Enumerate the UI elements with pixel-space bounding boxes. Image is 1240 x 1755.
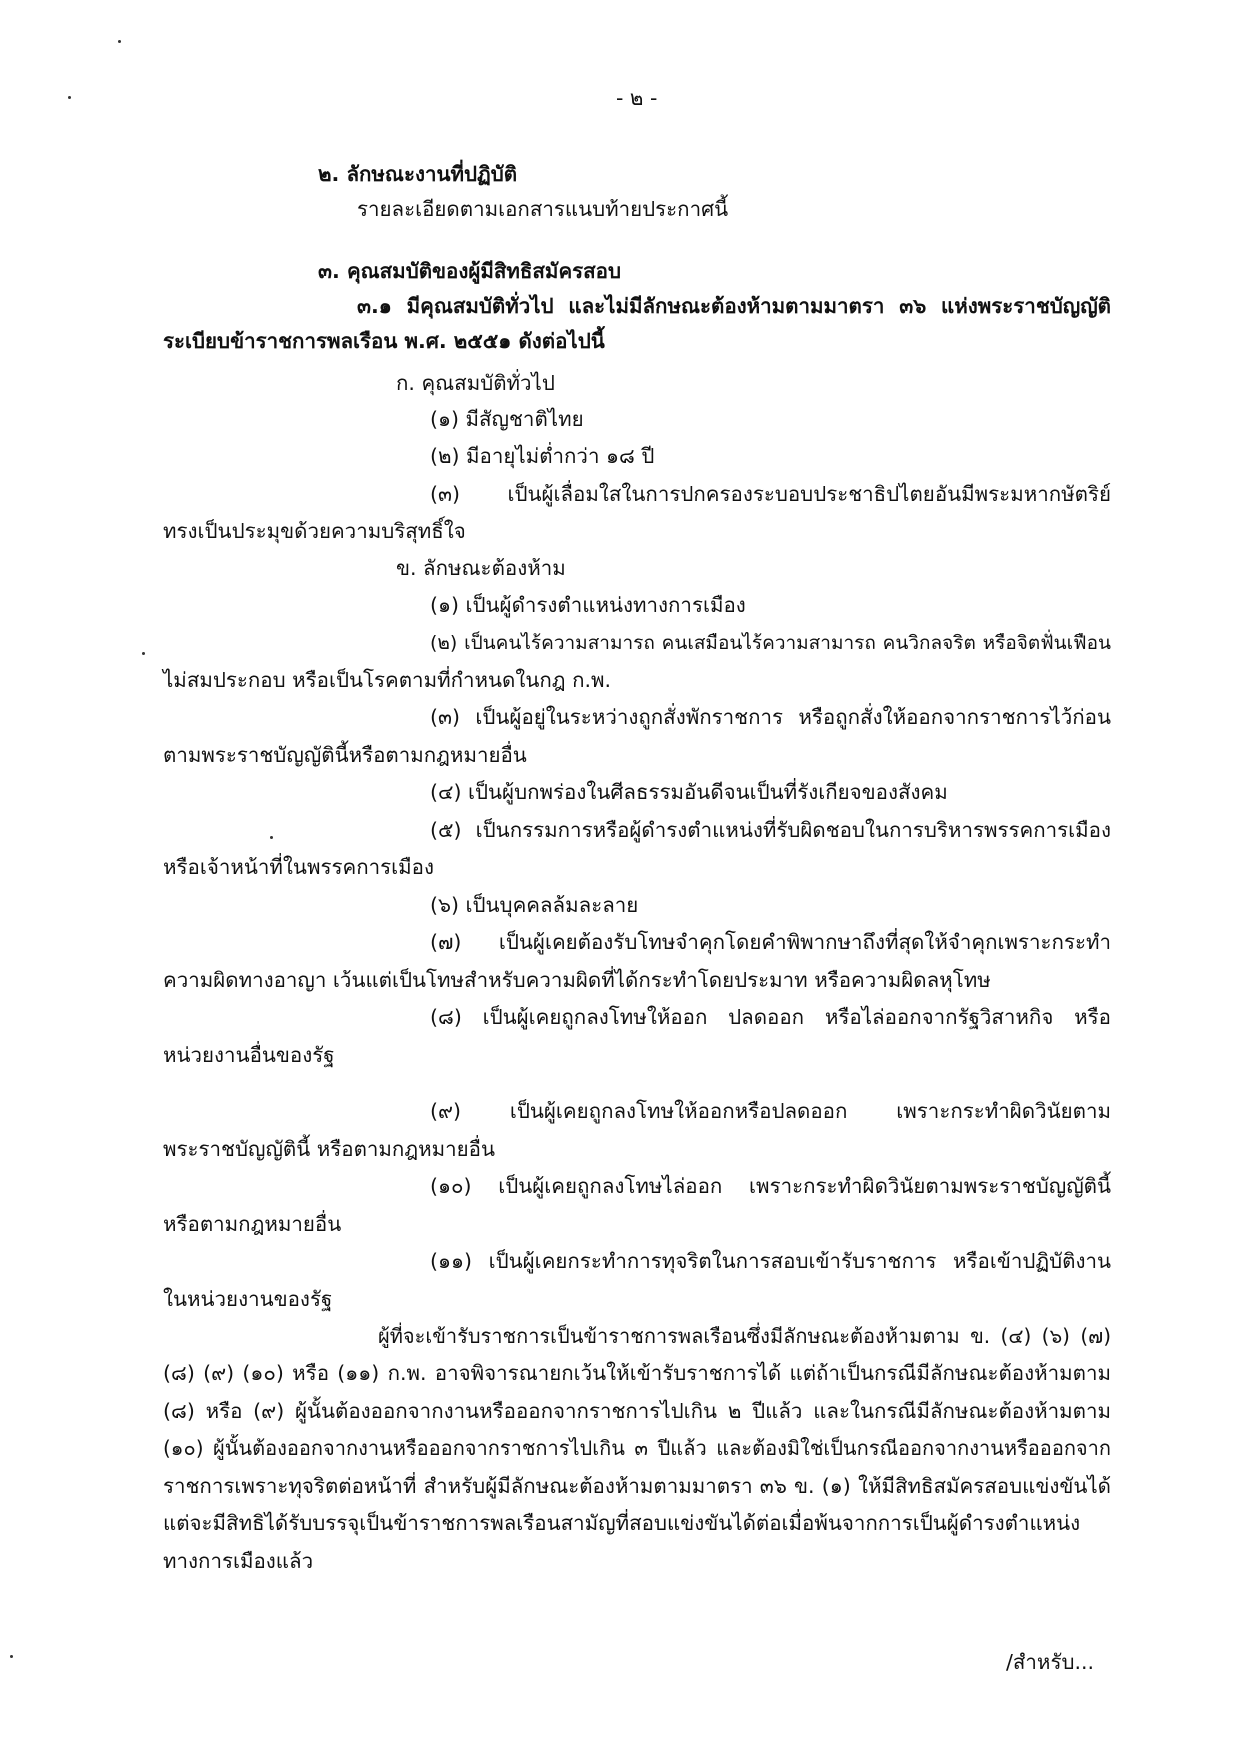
exception-line6: แต่จะมีสิทธิได้รับบรรจุเป็นข้าราชการพลเรือนสามัญที่สอบแข่งขันได้ต่อเมื่อพ้นจากการเป็นผู้ดำรงตำแหน่ง [163,1511,1081,1535]
exception-line1: ผู้ที่จะเข้ารับราชการเป็นข้าราชการพลเรือนซึ่งมีลักษณะต้องห้ามตาม ข. (๔) (๖) (๗) [378,1324,1111,1348]
section3-heading: ๓. คุณสมบัติของผู้มีสิทธิสมัครสอบ [318,259,622,283]
prohibited-item9-line2: พระราชบัญญัตินี้ หรือตามกฎหมายอื่น [163,1137,495,1161]
prohibited-item7-line1: (๗) เป็นผู้เคยต้องรับโทษจำคุกโดยคำพิพากษาถึงที่สุดให้จำคุกเพราะกระทำ [430,930,1111,954]
exception-line7: ทางการเมืองแล้ว [163,1549,314,1573]
general-item3-line1: (๓) เป็นผู้เลื่อมใสในการปกครองระบอบประชาธิปไตยอันมีพระมหากษัตริย์ [430,482,1111,506]
prohibited-item7-line2: ความผิดทางอาญา เว้นแต่เป็นโทษสำหรับความผิดที่ได้กระทำโดยประมาท หรือความผิดลหุโทษ [163,968,991,992]
exception-line5: ราชการเพราะทุจริตต่อหน้าที่ สำหรับผู้มีลักษณะต้องห้ามตามมาตรา ๓๖ ข. (๑) ให้มีสิทธิสมัครสอบแข่งขันได้ [163,1474,1111,1498]
general-heading: ก. คุณสมบัติทั่วไป [396,371,555,395]
section2-detail: รายละเอียดตามเอกสารแนบท้ายประกาศนี้ [357,197,729,221]
prohibited-heading: ข. ลักษณะต้องห้าม [396,556,566,580]
page-number: - ๒ - [616,86,658,110]
prohibited-item8-line1: (๘) เป็นผู้เคยถูกลงโทษให้ออก ปลดออก หรือไล่ออกจากรัฐวิสาหกิจ หรือ [430,1005,1111,1029]
clause31-line1: ๓.๑ มีคุณสมบัติทั่วไป และไม่มีลักษณะต้องห้ามตามมาตรา ๓๖ แห่งพระราชบัญญัติ [357,294,1111,318]
general-item1: (๑) มีสัญชาติไทย [430,407,584,431]
scan-speck [68,96,71,99]
general-item3-line2: ทรงเป็นประมุขด้วยความบริสุทธิ์ใจ [163,519,466,543]
prohibited-item5-line2: หรือเจ้าหน้าที่ในพรรคการเมือง [163,855,434,879]
prohibited-item6: (๖) เป็นบุคคลล้มละลาย [430,893,639,917]
scan-speck [10,1655,13,1658]
prohibited-item11-line2: ในหน่วยงานของรัฐ [163,1287,333,1311]
clause31-line2: ระเบียบข้าราชการพลเรือน พ.ศ. ๒๕๕๑ ดังต่อไปนี้ [163,329,605,353]
scan-speck [142,652,145,655]
prohibited-item3-line2: ตามพระราชบัญญัตินี้หรือตามกฎหมายอื่น [163,743,527,767]
prohibited-item8-line2: หน่วยงานอื่นของรัฐ [163,1043,335,1067]
scan-speck [270,836,273,839]
general-item2: (๒) มีอายุไม่ต่ำกว่า ๑๘ ปี [430,444,655,468]
prohibited-item10-line1: (๑๐) เป็นผู้เคยถูกลงโทษไล่ออก เพราะกระทำผิดวินัยตามพระราชบัญญัตินี้ [430,1174,1111,1198]
prohibited-item3-line1: (๓) เป็นผู้อยู่ในระหว่างถูกสั่งพักราชการ หรือถูกสั่งให้ออกจากราชการไว้ก่อน [430,705,1111,729]
prohibited-item10-line2: หรือตามกฎหมายอื่น [163,1212,342,1236]
prohibited-item4: (๔) เป็นผู้บกพร่องในศีลธรรมอันดีจนเป็นที่รังเกียจของสังคม [430,780,948,804]
scan-speck [118,40,121,43]
prohibited-item5-line1: (๕) เป็นกรรมการหรือผู้ดำรงตำแหน่งที่รับผิดชอบในการบริหารพรรคการเมือง [430,818,1111,842]
exception-line4: (๑๐) ผู้นั้นต้องออกจากงานหรือออกจากราชการไปเกิน ๓ ปีแล้ว และต้องมิใช่เป็นกรณีออกจากงานหรือออกจาก [163,1436,1111,1460]
prohibited-item2-line1: (๒) เป็นคนไร้ความสามารถ คนเสมือนไร้ความสามารถ คนวิกลจริต หรือจิตฟั่นเฟือน [430,632,1111,654]
continuation-marker: /สำหรับ... [1006,1650,1095,1674]
exception-line3: (๘) หรือ (๙) ผู้นั้นต้องออกจากงานหรือออกจากราชการไปเกิน ๒ ปีแล้ว และในกรณีมีลักษณะต้องห้ามตาม [163,1399,1111,1423]
section2-heading: ๒. ลักษณะงานที่ปฏิบัติ [318,162,518,186]
prohibited-item9-line1: (๙) เป็นผู้เคยถูกลงโทษให้ออกหรือปลดออก เพราะกระทำผิดวินัยตาม [430,1099,1111,1123]
prohibited-item11-line1: (๑๑) เป็นผู้เคยกระทำการทุจริตในการสอบเข้ารับราชการ หรือเข้าปฏิบัติงาน [430,1249,1111,1273]
prohibited-item2-line2: ไม่สมประกอบ หรือเป็นโรคตามที่กำหนดในกฎ ก.พ. [163,668,612,692]
prohibited-item1: (๑) เป็นผู้ดำรงตำแหน่งทางการเมือง [430,593,746,617]
exception-line2: (๘) (๙) (๑๐) หรือ (๑๑) ก.พ. อาจพิจารณายกเว้นให้เข้ารับราชการได้ แต่ถ้าเป็นกรณีมีลักษณะต้องห้ามตาม [163,1361,1111,1385]
